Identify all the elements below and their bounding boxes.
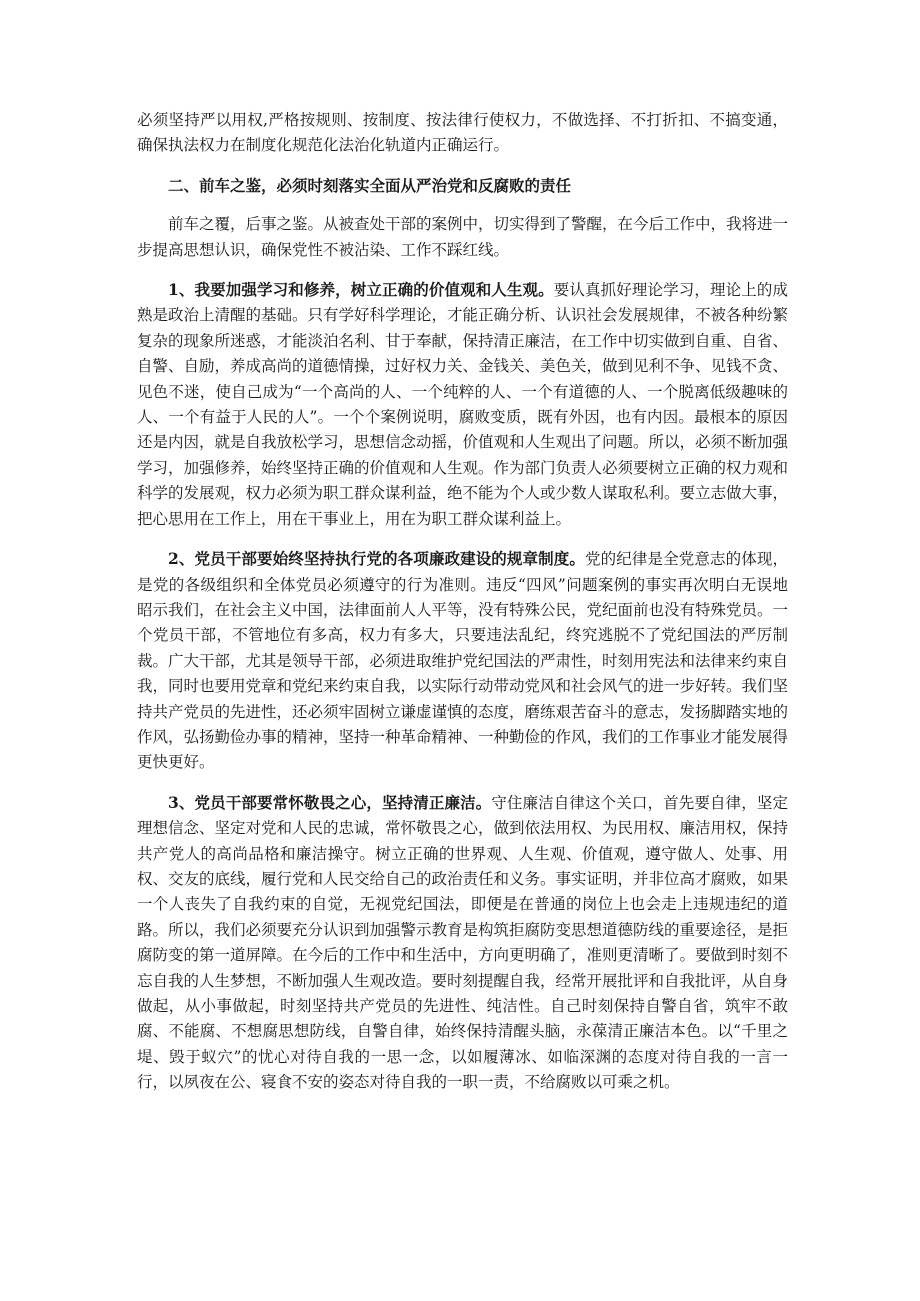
list-item-2-lead: 2、党员干部要始终坚持执行党的各项廉政建设的规章制度。 [168,549,586,569]
list-item-1-lead: 1、我要加强学习和修养，树立正确的价值观和人生观。 [168,280,554,300]
list-item-2 [137,546,788,776]
paragraph-intro: 前车之覆，后事之鉴。从被查处干部的案例中，切实得到了警醒，在今后工作中，我将进一步提高思想认识，确保党性不被沾染、工作不踩红线。 [137,215,789,259]
list-item-3 [137,790,788,1096]
section-heading-2: 二、前车之鉴，必须时刻落实全面从严治党和反腐败的责任 [168,175,572,195]
list-item-1-body: 要认真抓好理论学习，理论上的成熟是政治上清醒的基础。只有学好科学理论，才能正确分析、认识社会发展规律，不被各种纷繁复杂的现象所迷惑，才能淡泊名利、甘于奉献，保持清正廉洁，在工作中切实做到自重、自省、自警、自励，养成高尚的道德情操，过好权力关、金钱关、美色关，做到见利不争、见钱不贪、见色不迷，使自己成为“一个高尚的人、一个纯粹的人、一个有道德的人、一个脱离低级趣味的人、一个有益于人民的人”。一个个案例说明，腐败变质，既有外因，也有内因。最根本的原因还是内因，就是自我放松学习，思想信念动摇，价值观和人生观出了问题。所以，必须不断加强学习，加强修养，始终坚持正确的价值观和人生观。作为部门负责人必须要树立正确的权力观和科学的发展观，权力必须为职工群众谋利益，绝不能为个人或少数人谋取私利。要立志做大事，把心思用在工作上，用在干事业上，用在为职工群众谋利益上。 [137,281,789,528]
list-item-1 [137,277,788,532]
list-item-2-body: 党的纪律是全党意志的体现，是党的各级组织和全体党员必须遵守的行为准则。违反“四风”问题案例的事实再次明白无误地昭示我们，在社会主义中国，法律面前人人平等，没有特殊公民，党纪面前也没有特殊党员。一个党员干部，不管地位有多高，权力有多大，只要违法乱纪，终究逃脱不了党纪国法的严厉制裁。广大干部，尤其是领导干部，必须进取维护党纪国法的严肃性，时刻用宪法和法律来约束自我，同时也要用党章和党纪来约束自我，以实际行动带动党风和社会风气的进一步好转。我们坚持共产党员的先进性，还必须牢固树立谦虚谨慎的态度，磨练艰苦奋斗的意志，发扬脚踏实地的作风，弘扬勤俭办事的精神，坚持一种革命精神、一种勤俭的作风，我们的工作事业才能发展得更快更好。 [137,550,789,772]
list-item-3-lead: 3、党员干部要常怀敬畏之心，坚持清正廉洁。 [168,792,492,812]
paragraph-continued: 必须坚持严以用权,严格按规则、按制度、按法律行使权力，不做选择、不打折扣、不搞变通，确保执法权力在制度化规范化法治化轨道内正确运行。 [137,111,788,155]
list-item-3-body: 守住廉洁自律这个关口，首先要自律，坚定理想信念、坚定对党和人民的忠诚，常怀敬畏之心，做到依法用权、为民用权、廉洁用权，保持共产党人的高尚品格和廉洁操守。树立正确的世界观、人生观、价值观，遵守做人、处事、用权、交友的底线，履行党和人民交给自己的政治责任和义务。事实证明，并非位高才腐败，如果一个人丧失了自我约束的自觉，无视党纪国法，即便是在普通的岗位上也会走上违规违纪的道路。所以，我们必须要充分认识到加强警示教育是构筑拒腐防变思想道德防线的重要途径，是拒腐防变的第一道屏障。在今后的工作中和生活中，方向更明确了，准则更清晰了。要做到时刻不忘自我的人生梦想，不断加强人生观改造。要时刻提醒自我，经常开展批评和自我批评，从自身做起，从小事做起，时刻坚持共产党员的先进性、纯洁性。自己时刻保持自警自省，筑牢不敢腐、不能腐、不想腐思想防线，自警自律，始终保持清醒头脑，永葆清正廉洁本色。以“千里之堤、毁于蚁穴”的忧心对待自我的一思一念，以如履薄冰、如临深渊的态度对待自我的一言一行，以夙夜在公、寝食不安的姿态对待自我的一职一责，不给腐败以可乘之机。 [137,793,789,1092]
document-page [137,108,788,1110]
